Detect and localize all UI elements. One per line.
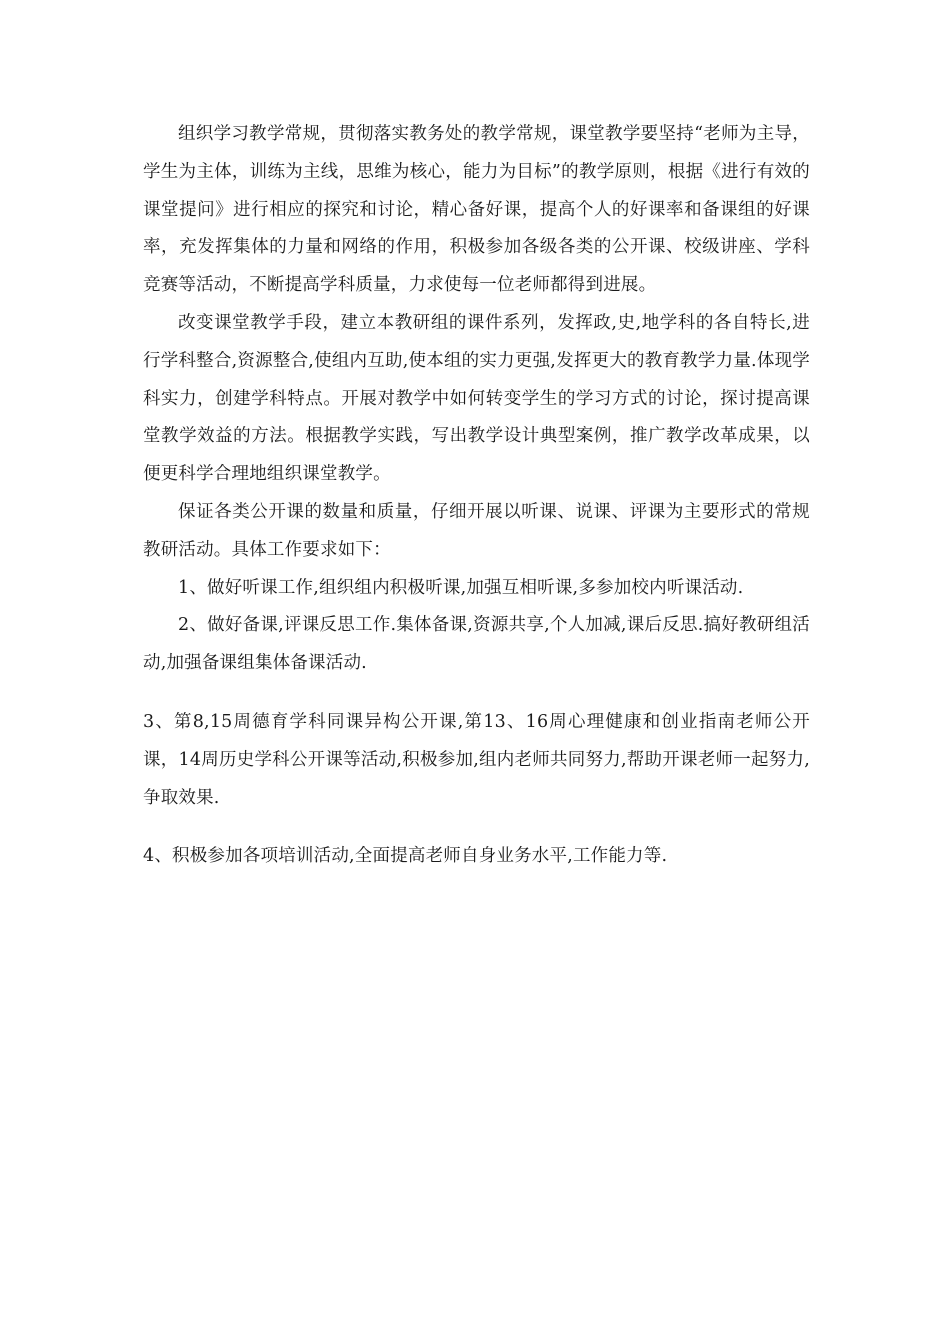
list-item-3: 3、第8,15周德育学科同课异构公开课,第13、16周心理健康和创业指南老师公开课，14周历史学科公开课等活动,积极参加,组内老师共同努力,帮助开课老师一起努力,争取效果. bbox=[143, 711, 810, 808]
paragraph-open-classes: 保证各类公开课的数量和质量，仔细开展以听课、说课、评课为主要形式的常规教研活动。具体工作要求如下： bbox=[143, 501, 810, 560]
paragraph-teaching-routine: 组织学习教学常规，贯彻落实教务处的教学常规，课堂教学要坚持“老师为主导，学生为主体，训练为主线，思维为核心，能力为目标”的教学原则，根据《进行有效的课堂提问》进行相应的探究和讨论，精心备好课，提高个人的好课率和备课组的好课率，充发挥集体的力量和网络的作用，积极参加各级各类的公开课、校级讲座、学科竞赛等活动，不断提高学科质量，力求使每一位老师都得到进展。 bbox=[143, 124, 810, 296]
list-item-4: 4、积极参加各项培训活动,全面提高老师自身业务水平,工作能力等. bbox=[143, 846, 668, 867]
list-item-1: 1、做好听课工作,组织组内积极听课,加强互相听课,多参加校内听课活动. bbox=[178, 577, 744, 598]
document-body bbox=[143, 116, 810, 876]
list-item-2: 2、做好备课,评课反思工作.集体备课,资源共享,个人加减,课后反思.搞好教研组活动,加强备课组集体备课活动. bbox=[143, 615, 810, 674]
paragraph-teaching-methods: 改变课堂教学手段，建立本教研组的课件系列，发挥政,史,地学科的各自特长,进行学科整合,资源整合,使组内互助,使本组的实力更强,发挥更大的教育教学力量.体现学科实力，创建学科特点。开展对教学中如何转变学生的学习方式的讨论，探讨提高课堂教学效益的方法。根据教学实践，写出教学设计典型案例，推广教学改革成果，以便更科学合理地组织课堂教学。 bbox=[143, 312, 810, 485]
